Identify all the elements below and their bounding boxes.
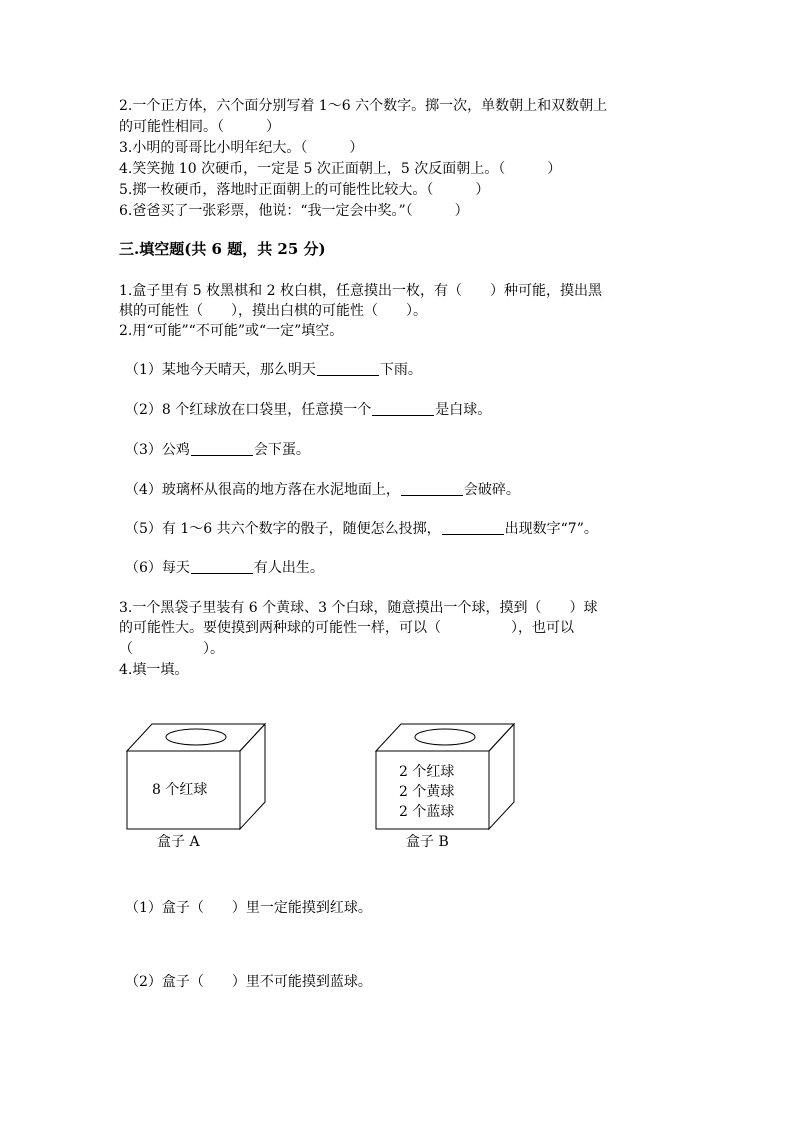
fill-q2-title: 2.用“可能”“不可能”或“一定”填空。 [119, 323, 344, 339]
fill-q4-sub1: （1）盒子（ ）里一定能摸到红球。 [125, 900, 372, 916]
fill-q2-item: （2）8 个红球放在口袋里，任意摸一个 是白球。 [125, 402, 492, 418]
fill-q3-line1: 3.一个黑袋子里装有 6 个黄球、3 个白球，随意摸出一个球，摸到（ ）球 [119, 600, 598, 616]
box-a [127, 724, 265, 829]
box-a-label: 盒子 A [157, 834, 200, 850]
fill-q4-title: 4.填一填。 [119, 662, 189, 678]
fill-q3-line3: （ ）。 [119, 641, 224, 657]
box-a-content: 8 个红球 [152, 782, 208, 798]
box-b-content: 2 个黄球 [399, 784, 455, 800]
section-title: 三.填空题(共 6 题，共 25 分) [119, 240, 326, 258]
fill-q4-sub2: （2）盒子（ ）里不可能摸到蓝球。 [125, 974, 372, 990]
box-b-content: 2 个红球 [399, 764, 455, 780]
fill-q2-item: （4）玻璃杯从很高的地方落在水泥地面上， 会破碎。 [125, 482, 520, 498]
judgment-q2-line2: 的可能性相同。（ ） [119, 119, 280, 135]
judgment-q4: 4.笑笑抛 10 次硬币，一定是 5 次正面朝上，5 次反面朝上。（ ） [119, 161, 562, 177]
fill-q2-item: （1）某地今天晴天，那么明天 下雨。 [125, 362, 422, 378]
fill-q2-item: （3）公鸡 会下蛋。 [125, 442, 310, 458]
judgment-q5: 5.掷一枚硬币，落地时正面朝上的可能性比较大。（ ） [119, 182, 490, 198]
fill-q3-line2: 的可能性大。要使摸到两种球的可能性一样，可以（ ），也可以 [119, 620, 574, 636]
box-b-label: 盒子 B [406, 834, 449, 850]
fill-q1-line1: 1.盒子里有 5 枚黑棋和 2 枚白棋，任意摸出一枚，有（ ）种可能，摸出黑 [119, 283, 602, 299]
fill-q2-item: （6）每天 有人出生。 [125, 560, 324, 576]
judgment-q3: 3.小明的哥哥比小明年纪大。（ ） [119, 140, 364, 156]
box-b-content: 2 个蓝球 [399, 804, 455, 820]
fill-q2-item: （5）有 1～6 共六个数字的骰子，随便怎么投掷， 出现数字“7”。 [125, 521, 598, 537]
fill-q1-line2: 棋的可能性（ ），摸出白棋的可能性（ ）。 [119, 303, 427, 319]
judgment-q6: 6.爸爸买了一张彩票，他说：“我一定会中奖。”（ ） [119, 203, 469, 219]
judgment-q2-line1: 2.一个正方体，六个面分别写着 1～6 六个数字。掷一次，单数朝上和双数朝上 [119, 98, 608, 114]
